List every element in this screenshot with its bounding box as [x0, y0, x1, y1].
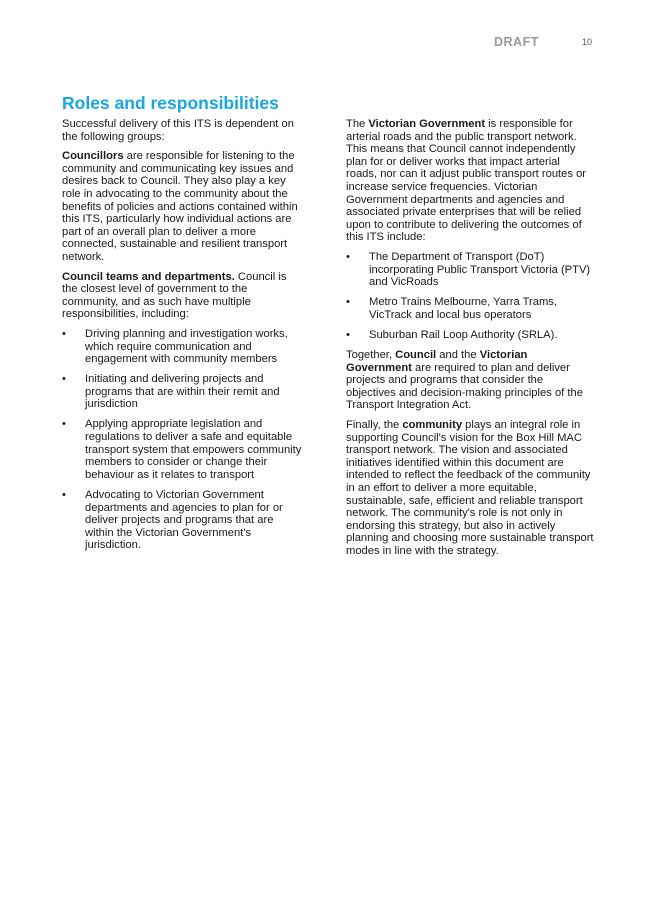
list-item — [346, 329, 594, 342]
together-and: and the — [436, 349, 480, 361]
list-item-text: Metro Trains Melbourne, Yarra Trams, VicTrack and local bus operators — [369, 296, 557, 321]
draft-label: DRAFT — [494, 35, 539, 49]
page-number: 10 — [582, 37, 593, 47]
list-item — [62, 328, 305, 366]
together-council: Council — [395, 349, 437, 361]
bullet-icon: • — [346, 328, 350, 341]
list-item-text: Applying appropriate legislation and regulations to deliver a safe and equitable transport system that empowers community members to consider or change their behaviour as it relates to transport — [85, 418, 302, 481]
page-title: Roles and responsibilities — [62, 93, 279, 113]
list-item — [62, 489, 305, 552]
together-text: are required to plan and deliver projects and programs that consider the objectives and decision-making principles of the Transport Integration Act. — [346, 361, 583, 412]
list-item — [346, 251, 594, 289]
bullet-icon: • — [62, 418, 66, 431]
bullet-icon: • — [62, 488, 66, 501]
together-victorian-government: Victorian Government — [346, 349, 528, 374]
vg-prefix: The — [346, 118, 369, 130]
together-prefix: Together, — [346, 349, 396, 361]
list-item — [346, 296, 594, 321]
left-column — [62, 118, 305, 559]
community-prefix: Finally, the — [346, 418, 403, 431]
list-item-text: Initiating and delivering projects and programs that are within their remit and jurisdiction — [85, 373, 280, 411]
right-column — [346, 118, 594, 565]
agencies-list — [346, 251, 594, 342]
bullet-icon: • — [62, 373, 66, 386]
community-heading: community — [402, 418, 463, 431]
bullet-icon: • — [62, 327, 66, 340]
councillors-heading: Councillors — [62, 150, 124, 163]
councillors-text: are responsible for listening to the community and communicating key issues and desires back to Council. They also play a key role in advocating to the community about the benefits of policies and actions contained within this ITS, particularly how individual actions are part of an overall plan to deliver a more connected, sustainable and resilient transport network. — [62, 150, 298, 263]
list-item-text: The Department of Transport (DoT) incorporating Public Transport Victoria (PTV) and VicRoads — [369, 250, 591, 289]
council-teams-heading: Council teams and departments. — [62, 270, 235, 283]
victorian-government-text: is responsible for arterial roads and the public transport network. This means that Council cannot independently plan for or deliver works that impact arterial roads, nor can it adjust public transport routes or increase service frequencies. Victorian Government departments and agencies and associated private enterprises that will be relied upon to contribute to delivering the outcomes of this ITS include: — [346, 118, 587, 244]
list-item-text: Advocating to Victorian Government departments and agencies to plan for or deliver projects and programs that are within the Victorian Government's jurisdiction. — [85, 488, 283, 552]
list-item — [62, 373, 305, 411]
council-teams-text: Council is the closest level of government to the community, and as such have multiple responsibilities, including: — [62, 270, 287, 321]
list-item — [62, 418, 305, 481]
intro-paragraph: Successful delivery of this ITS is dependent on the following groups: — [62, 118, 294, 143]
community-text: plays an integral role in supporting Council's vision for the Box Hill MAC transport network. The vision and associated initiatives identified within this document are intended to reflect the feedback of the community in an effort to deliver a more equitable, sustainable, safe, efficient and reliable transport network. The community's role is not only in endorsing this strategy, but also in actively planning and choosing more sustainable transport modes in line with the strategy. — [346, 418, 594, 557]
councillors-paragraph — [62, 150, 305, 263]
bullet-icon: • — [346, 250, 350, 263]
list-item-text: Suburban Rail Loop Authority (SRLA). — [369, 328, 558, 341]
community-paragraph — [346, 419, 594, 558]
bullet-icon: • — [346, 296, 350, 309]
victorian-government-heading: Victorian Government — [368, 118, 486, 130]
council-responsibilities-list — [62, 328, 305, 552]
together-paragraph — [346, 349, 594, 412]
council-teams-paragraph — [62, 271, 305, 321]
list-item-text: Driving planning and investigation works, which require communication and engagement with community members — [85, 327, 288, 366]
victorian-government-paragraph — [346, 118, 594, 244]
